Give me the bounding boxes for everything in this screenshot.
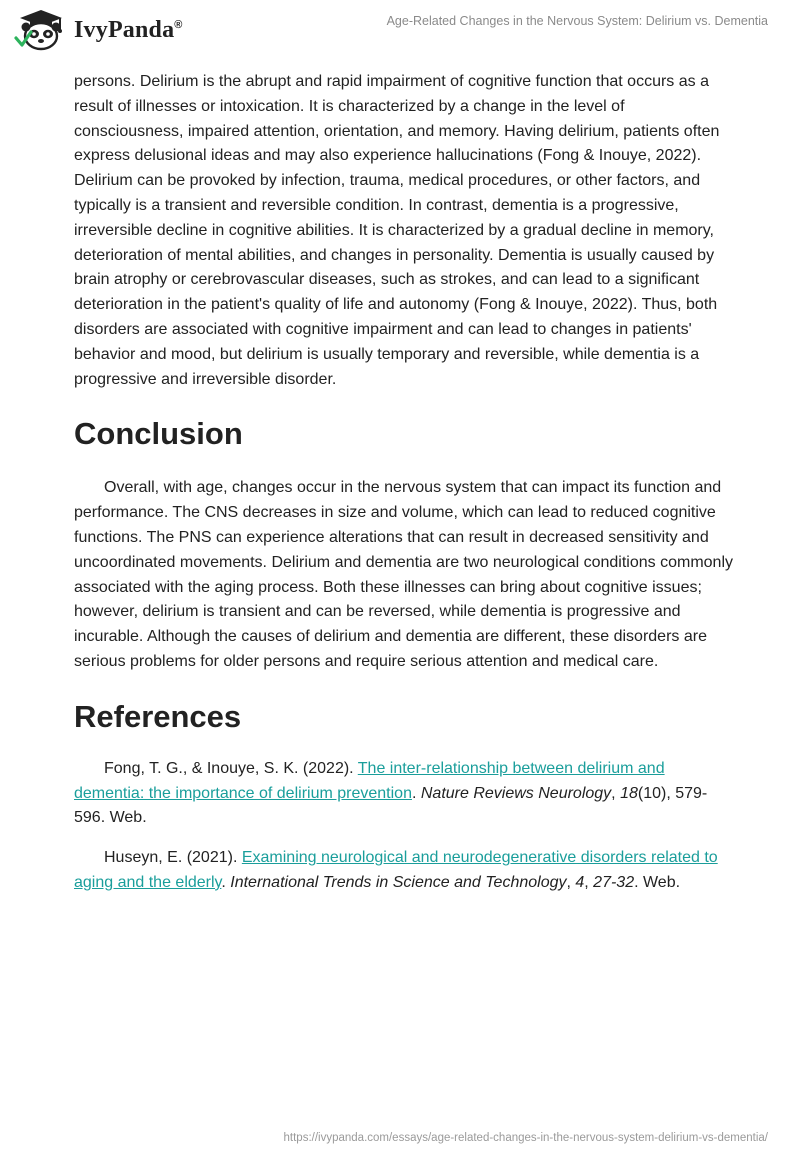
references-heading: References <box>74 698 242 734</box>
reference-item <box>74 846 734 896</box>
reference-title-link[interactable]: Examining neurological and neurodegenerative disorders related to aging and the elderly <box>74 849 718 891</box>
reference-pages: 27-32 <box>593 873 635 891</box>
ivypanda-logo[interactable] <box>14 8 183 52</box>
reference-separator: , <box>611 784 621 802</box>
conclusion-paragraph: Overall, with age, changes occur in the nervous system that can impact its function and performance. The CNS decreases in size and volume, which can lead to reduced cognitive functions. The PNS can experience alterations that can result in decreased sensitivity and uncoordinated movements. Delirium and dementia are two neurological conditions commonly associated with the aging process. Both these illnesses can bring about cognitive issues; however, delirium is transient and can be reversed, while dementia is progressive and incurable. Although the causes of delirium and dementia are different, these disorders are serious problems for older persons and require serious attention and medical care. <box>74 479 734 670</box>
reference-separator: , <box>566 873 576 891</box>
reference-title-link[interactable]: The inter-relationship between delirium and dementia: the importance of delirium prevention <box>74 759 665 802</box>
running-title: Age-Related Changes in the Nervous System: Delirium vs. Dementia <box>386 14 768 28</box>
conclusion-heading: Conclusion <box>74 416 243 452</box>
panda-mascot-icon <box>14 8 68 52</box>
reference-issue-pages: (10), 579-596. Web. <box>74 784 708 827</box>
reference-volume: 4 <box>575 873 585 891</box>
continuation-paragraph: persons. Delirium is the abrupt and rapid impairment of cognitive function that occurs as a result of illnesses or intoxication. It is characterized by a change in the level of consciousness, impaired attention, orientation, and memory. Having delirium, patients often express delusional ideas and may also experience hallucinations (Fong & Inouye, 2022). Delirium can be provoked by infection, trauma, medical procedures, or other factors, and typically is a transient and reversible condition. In contrast, dementia is a progressive, irreversible decline in cognitive abilities. It is characterized by a gradual decline in memory, deterioration of mental abilities, and changes in personality. Dementia is usually caused by brain atrophy or cerebrovascular diseases, such as strokes, and can lead to a significant deterioration in the patient's quality of life and autonomy (Fong & Inouye, 2022). Thus, both disorders are associated with cognitive impairment and can lead to changes in patients' behavior and mood, but delirium is usually temporary and reversible, while dementia is a progressive and irreversible disorder. <box>74 73 720 388</box>
reference-separator: . <box>411 784 421 802</box>
reference-journal: Nature Reviews Neurology <box>420 784 612 802</box>
footer-url: https://ivypanda.com/essays/age-related-changes-in-the-nervous-system-delirium-vs-dementia/ <box>283 1132 768 1144</box>
logo-wordmark: IvyPanda® <box>74 16 183 43</box>
reference-journal: International Trends in Science and Technology <box>230 873 567 891</box>
page-header <box>0 0 800 62</box>
reference-item <box>74 757 734 831</box>
reference-separator: . <box>221 873 231 891</box>
reference-volume: 18 <box>620 784 638 802</box>
reference-tail: . Web. <box>634 873 681 891</box>
reference-authors: Huseyn, E. (2021). <box>104 849 242 867</box>
essay-content <box>74 70 734 911</box>
reference-separator: , <box>584 873 594 891</box>
reference-authors: Fong, T. G., & Inouye, S. K. (2022). <box>104 759 358 777</box>
